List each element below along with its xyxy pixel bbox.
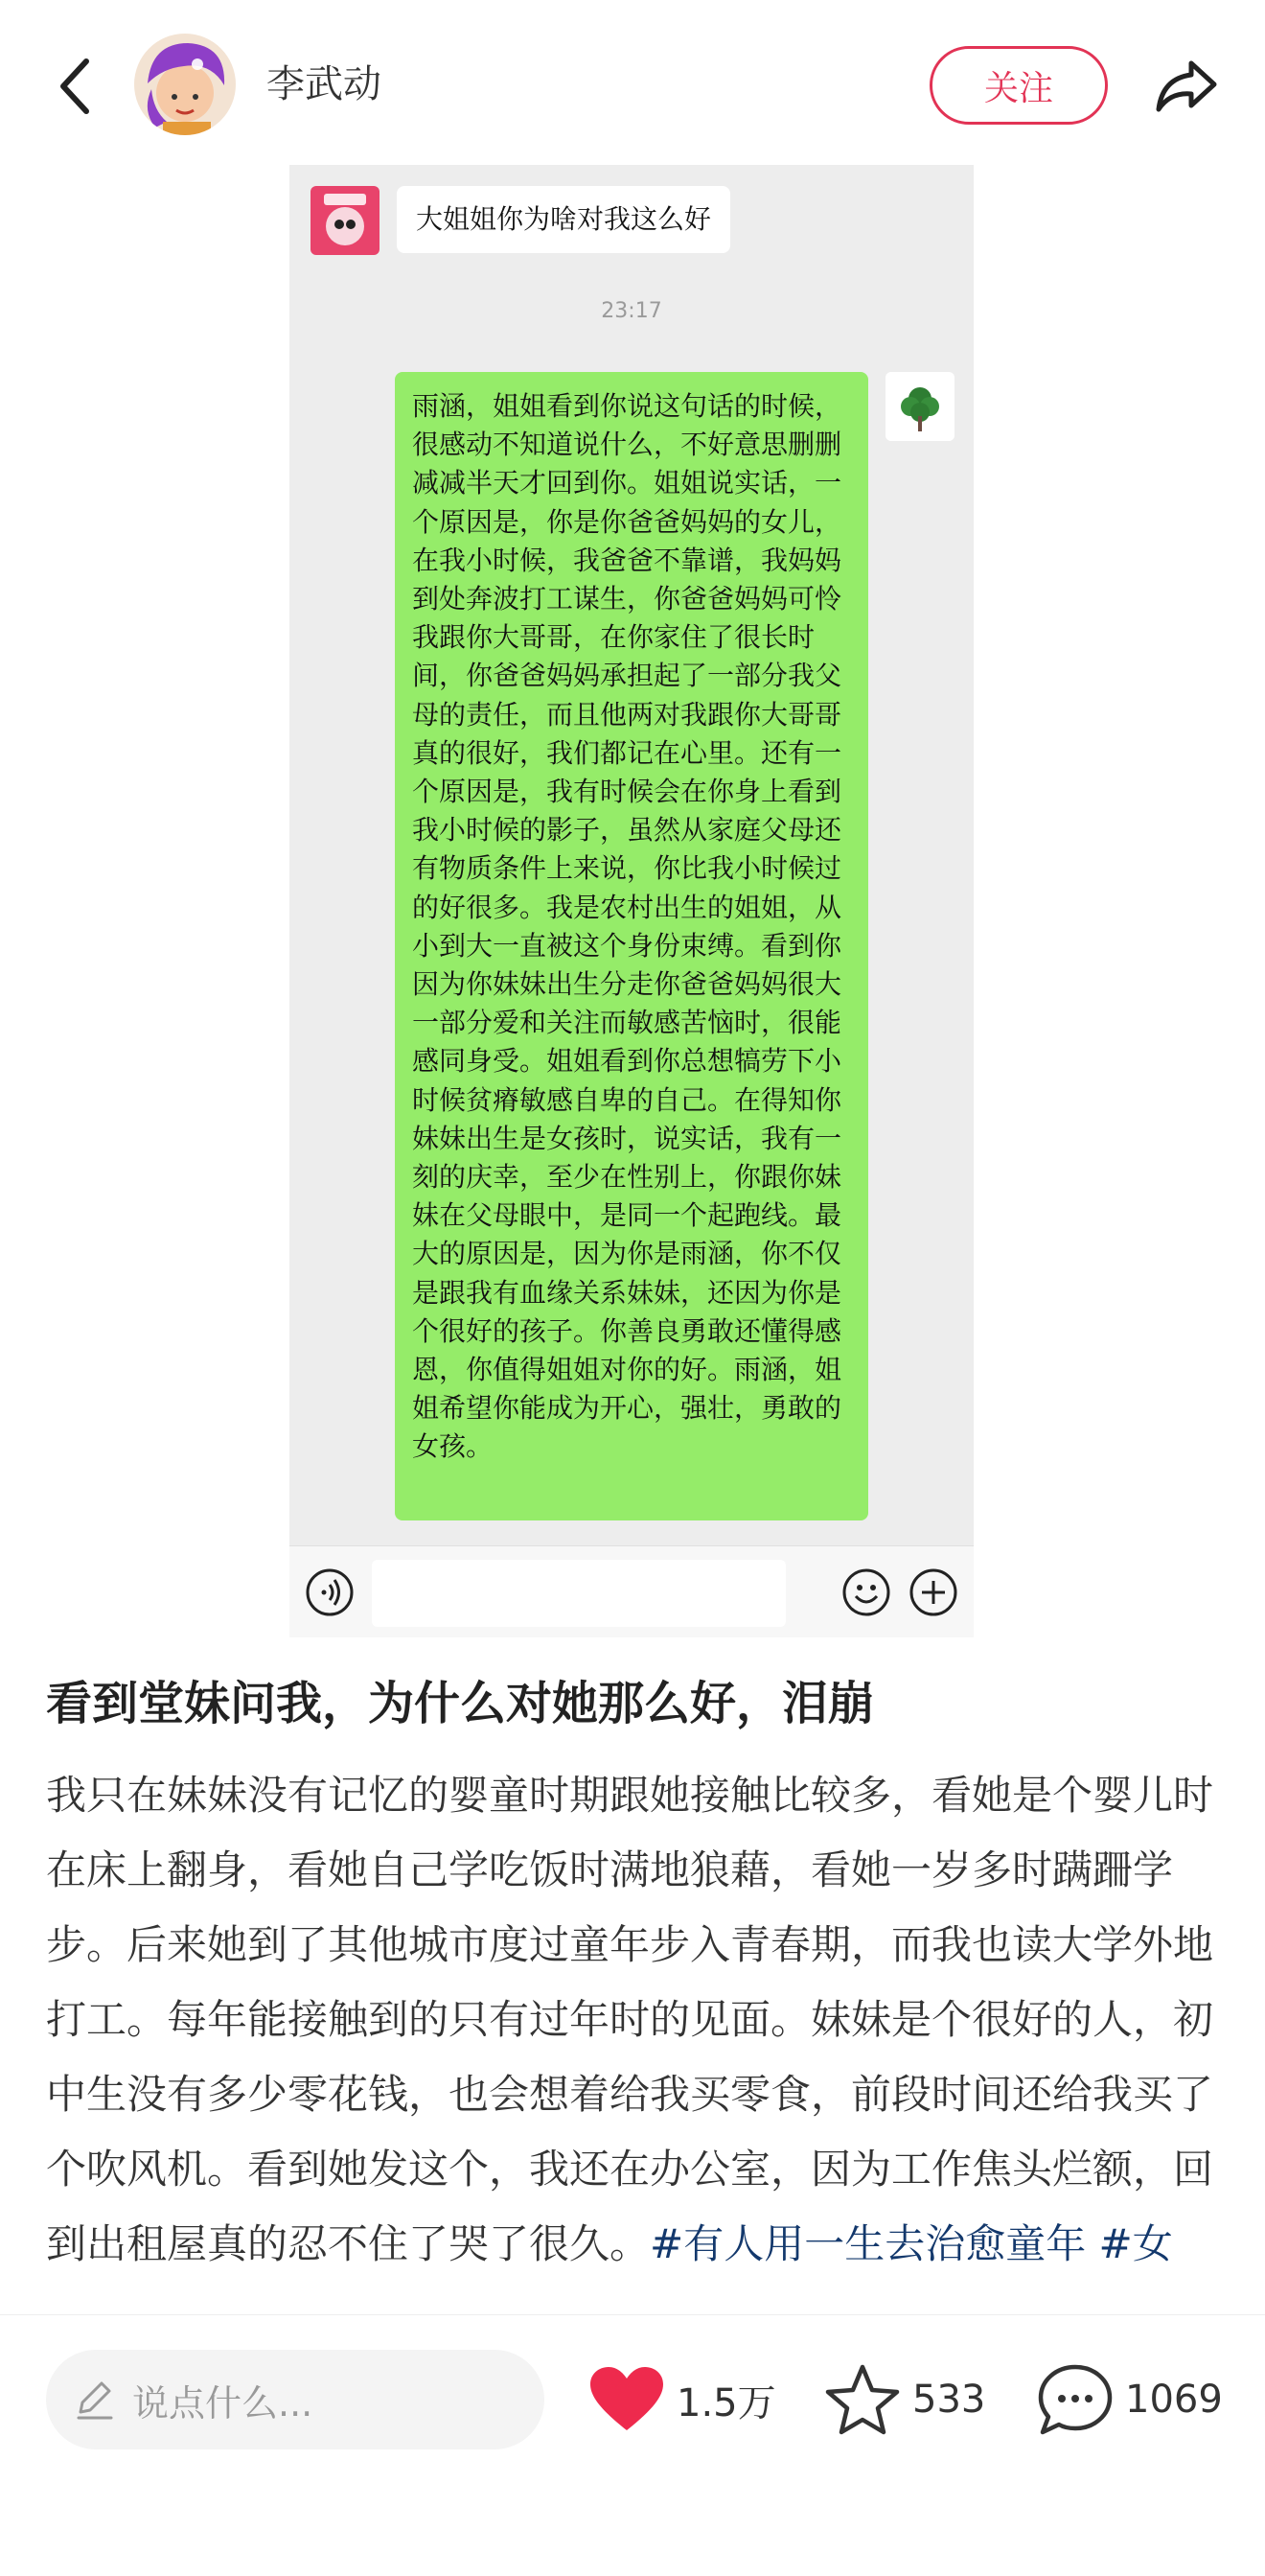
comment-bubble-icon [1037, 2363, 1114, 2436]
chat-screenshot-image[interactable] [289, 165, 974, 1637]
comment-input[interactable] [46, 2350, 544, 2449]
sent-message-bubble: 雨涵，姐姐看到你说这句话的时候，很感动不知道说什么，不好意思删删减减半天才回到你。姐姐说实话，一个原因是，你是你爸爸妈妈的女儿，在我小时候，我爸爸不靠谱，我妈妈到处奔波打工谋生，你爸爸妈妈可怜我跟你大哥哥，在你家住了很长时间，你爸爸妈妈承担起了一部分我父母的责任，而且他两对我跟你大哥哥真的很好，我们都记在心里。还有一个原因是，我有时候会在你身上看到我小时候的影子，虽然从家庭父母还有物质条件上来说，你比我小时候过的好很多。我是农村出生的姐姐，从小到大一直被这个身份束缚。看到你因为你妹妹出生分走你爸爸妈妈很大一部分爱和关注而敏感苦恼时，很能感同身受。姐姐看到你总想犒劳下小时候贫瘠敏感自卑的自己。在得知你妹妹出生是女孩时，说实话，我有一刻的庆幸，至少在性别上，你跟你妹妹在父母眼中，是同一个起跑线。最大的原因是，因为你是雨涵，你不仅是跟我有血缘关系妹妹，还因为你是个很好的孩子。你善良勇敢还懂得感恩，你值得姐姐对你的好。雨涵，姐姐希望你能成为开心，强壮，勇敢的女孩。 [395, 372, 868, 1520]
chat-input-bar [289, 1545, 974, 1637]
voice-icon [305, 1567, 355, 1617]
chat-timestamp: 23:17 [601, 299, 662, 323]
comment-placeholder: 说点什么... [132, 2381, 313, 2425]
bottom-action-bar [0, 2314, 1265, 2576]
own-avatar [886, 372, 954, 441]
share-button[interactable] [1148, 48, 1225, 125]
back-button[interactable] [46, 48, 104, 125]
plus-circle-icon [908, 1567, 958, 1617]
avatar-image [134, 34, 236, 135]
comment-button[interactable] [1037, 2350, 1223, 2449]
comment-count: 1069 [1125, 2378, 1223, 2422]
post-header [0, 0, 1265, 168]
author-name[interactable]: 李武动 [266, 62, 381, 106]
emoji-icon [841, 1567, 891, 1617]
follow-button[interactable]: 关注 [930, 46, 1108, 125]
sender-avatar [310, 186, 380, 255]
star-icon [824, 2363, 901, 2436]
post-body [46, 1758, 1225, 2314]
author-avatar[interactable] [134, 34, 236, 135]
hashtag-link[interactable]: #有人用一生去治愈童年 #女 [650, 2220, 1173, 2267]
chevron-left-icon [56, 56, 94, 117]
like-count: 1.5万 [677, 2380, 776, 2425]
received-message-row [310, 186, 730, 255]
pencil-icon [73, 2378, 117, 2422]
favorite-count: 533 [912, 2378, 986, 2422]
favorite-button[interactable] [824, 2350, 985, 2449]
share-icon [1153, 56, 1220, 117]
post-body-text: 我只在妹妹没有记忆的婴童时期跟她接触比较多，看她是个婴儿时在床上翻身，看她自己学吃饭时满地狼藉，看她一岁多时蹒跚学步。后来她到了其他城市度过童年步入青春期，而我也读大学外地打工。每年能接触到的只有过年时的见面。妹妹是个很好的人，初中生没有多少零花钱，也会想着给我买零食，前段时间还给我买了个吹风机。看到她发这个，我还在办公室，因为工作焦头烂额，回到出租屋真的忍不住了哭了很久。 [46, 1772, 1214, 2267]
post-title: 看到堂妹问我，为什么对她那么好，泪崩 [46, 1677, 875, 1730]
like-button[interactable] [588, 2350, 776, 2449]
heart-icon [588, 2365, 665, 2434]
received-message-bubble: 大姐姐你为啥对我这么好 [397, 186, 730, 253]
chat-text-field [372, 1560, 786, 1627]
